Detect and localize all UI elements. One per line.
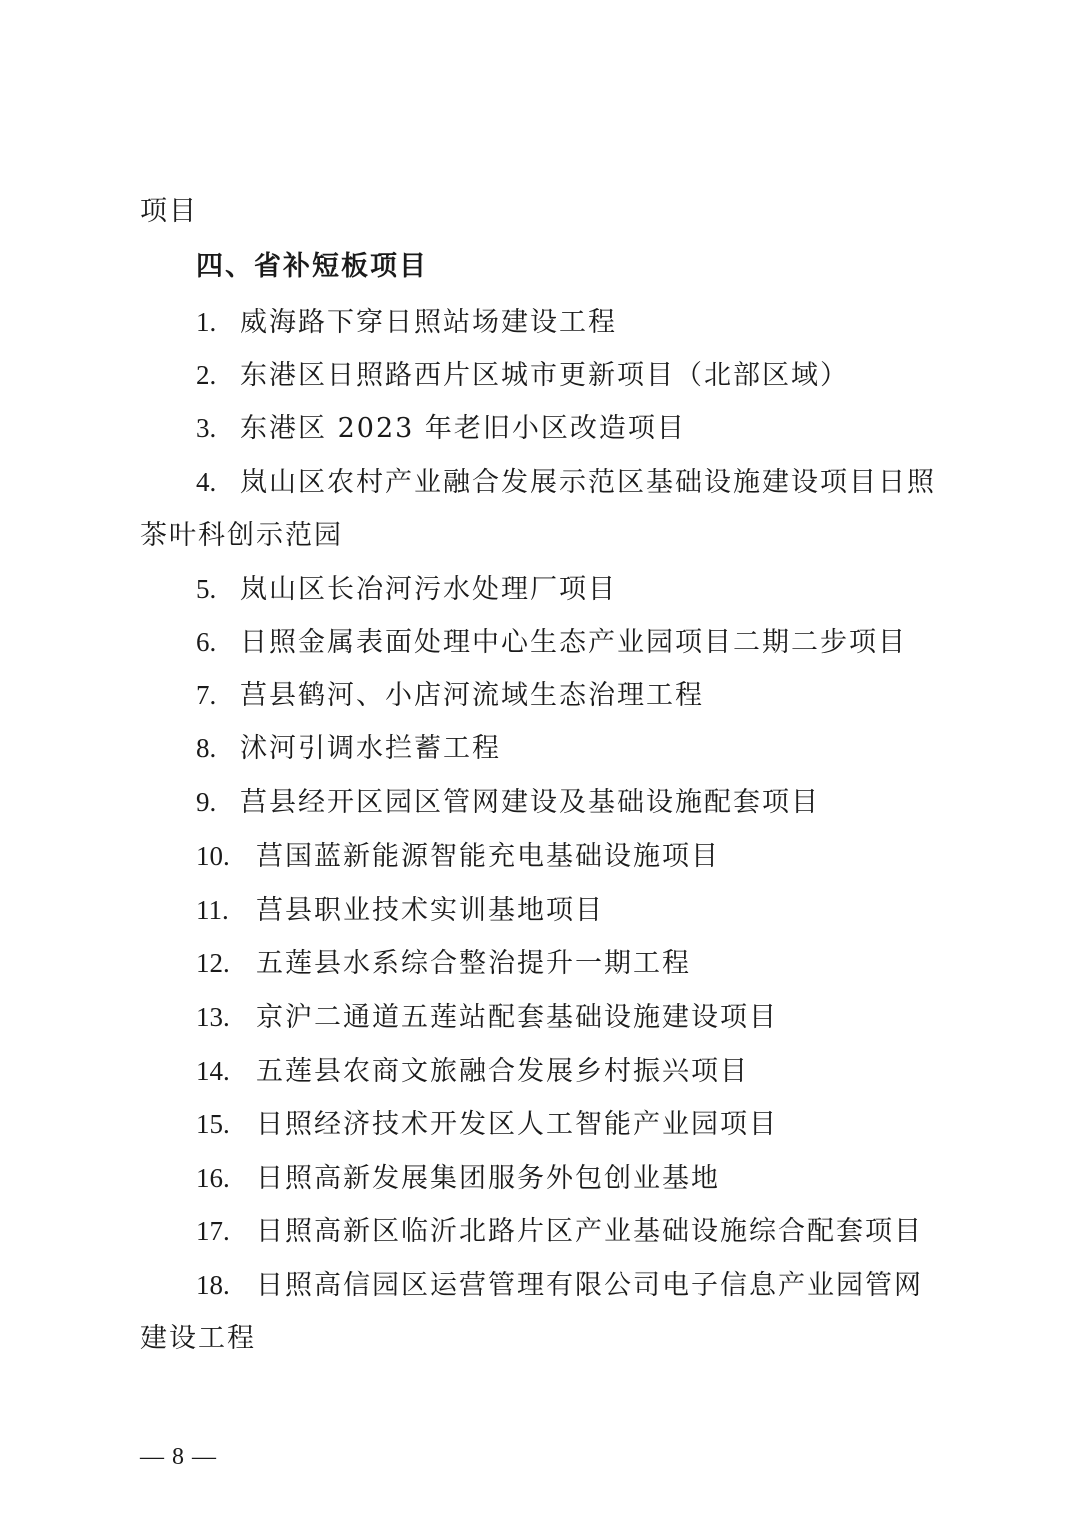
item-number: 10. [196, 841, 230, 871]
list-item [196, 990, 996, 1044]
item-text: 日照高信园区运营管理有限公司电子信息产业园管网 [256, 1270, 923, 1301]
item-number: 3. [196, 413, 217, 443]
item-text: 莒国蓝新能源智能充电基础设施项目 [256, 841, 720, 872]
item-text: 东港区 2023 年老旧小区改造项目 [240, 413, 686, 444]
item-text: 东港区日照路西片区城市更新项目（北部区域） [240, 360, 849, 391]
list-item [196, 1097, 996, 1151]
item-number: 18. [196, 1270, 230, 1300]
item-text: 日照金属表面处理中心生态产业园项目二期二步项目 [240, 627, 907, 658]
item-text: 五莲县水系综合整治提升一期工程 [256, 948, 691, 979]
page-number: — 8 — [140, 1444, 217, 1470]
list-item [196, 1044, 996, 1098]
item-number: 16. [196, 1163, 230, 1193]
continued-text: 项目 [140, 196, 198, 227]
item-text: 岚山区农村产业融合发展示范区基础设施建设项目日照 [240, 467, 936, 498]
item-text: 岚山区长冶河污水处理厂项目 [240, 574, 617, 605]
list-item-continuation: 建设工程 [140, 1323, 256, 1354]
list-item [196, 883, 996, 937]
list-item [196, 775, 996, 829]
item-number: 13. [196, 1002, 230, 1032]
item-text: 日照经济技术开发区人工智能产业园项目 [256, 1109, 778, 1140]
item-text: 威海路下穿日照站场建设工程 [240, 307, 617, 338]
item-number: 6. [196, 627, 217, 657]
list-item [196, 1204, 996, 1258]
list-item [196, 668, 996, 722]
item-number: 17. [196, 1216, 230, 1246]
item-text: 京沪二通道五莲站配套基础设施建设项目 [256, 1002, 778, 1033]
list-item [196, 348, 996, 402]
item-number: 15. [196, 1109, 230, 1139]
item-number: 2. [196, 360, 217, 390]
list-item [196, 721, 996, 775]
item-number: 8. [196, 733, 217, 763]
list-item-continuation: 茶叶科创示范园 [140, 520, 343, 551]
list-item [196, 295, 996, 349]
list-item [196, 401, 996, 455]
list-item [196, 936, 996, 990]
item-number: 4. [196, 467, 217, 497]
item-number: 14. [196, 1056, 230, 1086]
item-text: 日照高新发展集团服务外包创业基地 [256, 1163, 720, 1194]
item-number: 7. [196, 680, 217, 710]
section-heading: 四、省补短板项目 [196, 251, 428, 282]
item-text: 莒县鹤河、小店河流域生态治理工程 [240, 680, 704, 711]
item-text: 莒县经开区园区管网建设及基础设施配套项目 [240, 787, 820, 818]
list-item [196, 562, 996, 616]
list-item [196, 615, 996, 669]
list-item [196, 1151, 996, 1205]
item-text: 日照高新区临沂北路片区产业基础设施综合配套项目 [256, 1216, 923, 1247]
item-number: 5. [196, 574, 217, 604]
item-text: 五莲县农商文旅融合发展乡村振兴项目 [256, 1056, 749, 1087]
item-number: 12. [196, 948, 230, 978]
item-text: 莒县职业技术实训基地项目 [256, 895, 604, 926]
item-number: 11. [196, 895, 229, 925]
item-number: 1. [196, 307, 217, 337]
list-item [196, 829, 996, 883]
list-item [196, 455, 996, 509]
list-item [196, 1258, 996, 1312]
item-number: 9. [196, 787, 217, 817]
item-text: 沭河引调水拦蓄工程 [240, 733, 501, 764]
